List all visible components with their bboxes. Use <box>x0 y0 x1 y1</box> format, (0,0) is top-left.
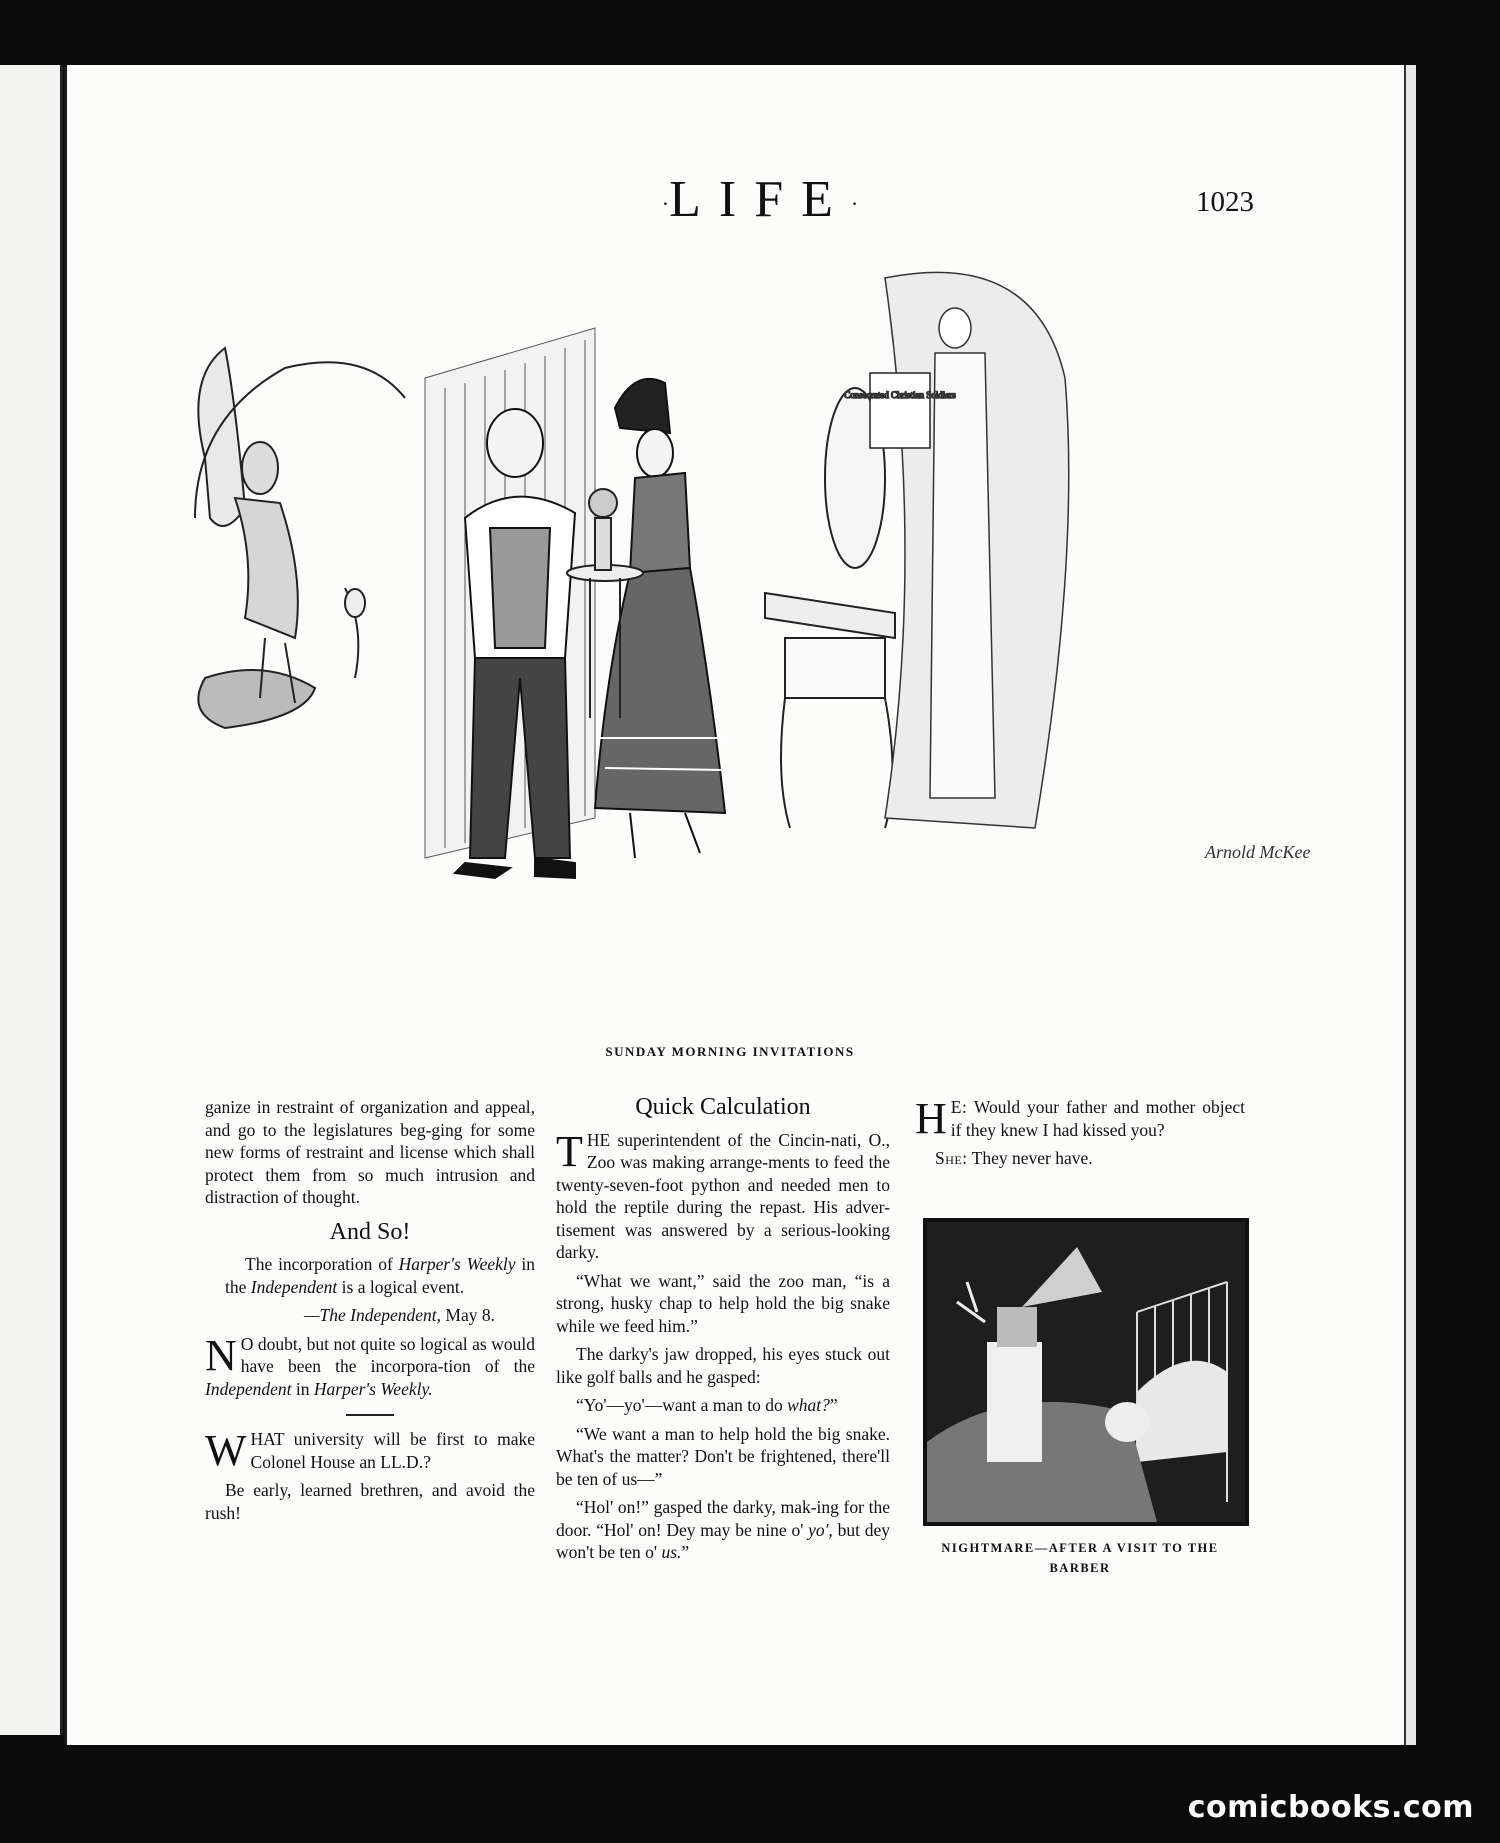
barber-body <box>987 1342 1042 1462</box>
hol-on-paragraph: “Hol' on!” gasped the darky, mak-ing for the door. “Hol' on! Dey may be nine o' yo', but dey won't be ten o' us.” <box>556 1497 890 1562</box>
page-number: 1023 <box>1196 186 1254 218</box>
column-1 <box>205 1096 535 1530</box>
column-3 <box>915 1096 1245 1176</box>
watermark: comicbooks.com <box>1187 1790 1474 1825</box>
right-page-edge <box>1404 65 1416 1745</box>
what-we-want-paragraph: “What we want,” said the zoo man, “is a strong, husky chap to help hold the big snake while we feed him.” <box>556 1270 890 1336</box>
no-doubt-paragraph: N O doubt, but not quite so logical as would have been the incorpora-tion of the Independent in Harper's Weekly. <box>205 1330 535 1399</box>
main-illustration <box>165 258 1311 1038</box>
artist-signature: Arnold McKee <box>1205 842 1311 862</box>
help-hold-paragraph: “We want a man to help hold the big snake. What's the matter? Don't be frightened, there'll be ten of us—” <box>556 1423 890 1489</box>
section-divider <box>346 1414 394 1416</box>
dropcap-h: H <box>915 1094 947 1143</box>
left-page-edge <box>0 65 63 1735</box>
column-2 <box>556 1096 890 1570</box>
barber-head-box <box>997 1307 1037 1347</box>
python-paragraph: THE superintendent of the Cincin-nati, O., Zoo was making arrange-ments to feed the twenty-seven-foot python and needed men to hold the reptile during the repast. His adver-tisement was answered by a serious-looking darky. <box>556 1126 890 1262</box>
what-university-paragraph: WHAT university will be first to make Colonel House an LL.D.? <box>205 1426 535 1475</box>
jaw-dropped-paragraph: The darky's jaw dropped, his eyes stuck out like golf balls and he gasped: <box>556 1344 890 1387</box>
dropcap-w: W <box>205 1426 247 1475</box>
yo-paragraph: “Yo'—yo'—want a man to do what?” <box>576 1395 838 1415</box>
quote-source: —The Independent, May 8. <box>303 1305 495 1325</box>
and-so-heading: And So! <box>329 1218 411 1245</box>
angel-book-lettering: Consecrated Christian Soldiers <box>844 390 956 400</box>
angel-figure <box>844 272 1068 828</box>
column1-paragraph: ganize in restraint of organization and appeal, and go to the legislatures beg-ging for some new forms of restraint and license which shall protect them from so much intrusion and distraction of thought. <box>205 1097 535 1207</box>
woman-figure <box>595 379 725 858</box>
illustration-caption: SUNDAY MORNING INVITATIONS <box>605 1044 855 1059</box>
be-early-paragraph: Be early, learned brethren, and avoid the rush! <box>205 1480 535 1523</box>
dressing-table <box>765 388 895 828</box>
masthead-title: LIFE <box>669 171 851 228</box>
satyr-scene <box>195 348 405 728</box>
dropcap-n: N <box>205 1330 237 1380</box>
dropcap-t: T <box>556 1126 583 1176</box>
nightmare-cartoon <box>923 1218 1249 1526</box>
she-line: She: They never have. <box>935 1148 1093 1168</box>
masthead: ·LIFE· <box>661 171 859 228</box>
quick-calculation-heading: Quick Calculation <box>635 1094 811 1120</box>
and-so-quote: The incorporation of Harper's Weekly in the Independent is a logical event. <box>225 1254 536 1297</box>
sleeper-head <box>1105 1402 1149 1442</box>
cartoon-caption: NIGHTMARE—AFTER A VISIT TO THE BARBER <box>941 1541 1219 1575</box>
he-line: H E: Would your father and mother object if they knew I had kissed you? <box>915 1094 1245 1143</box>
